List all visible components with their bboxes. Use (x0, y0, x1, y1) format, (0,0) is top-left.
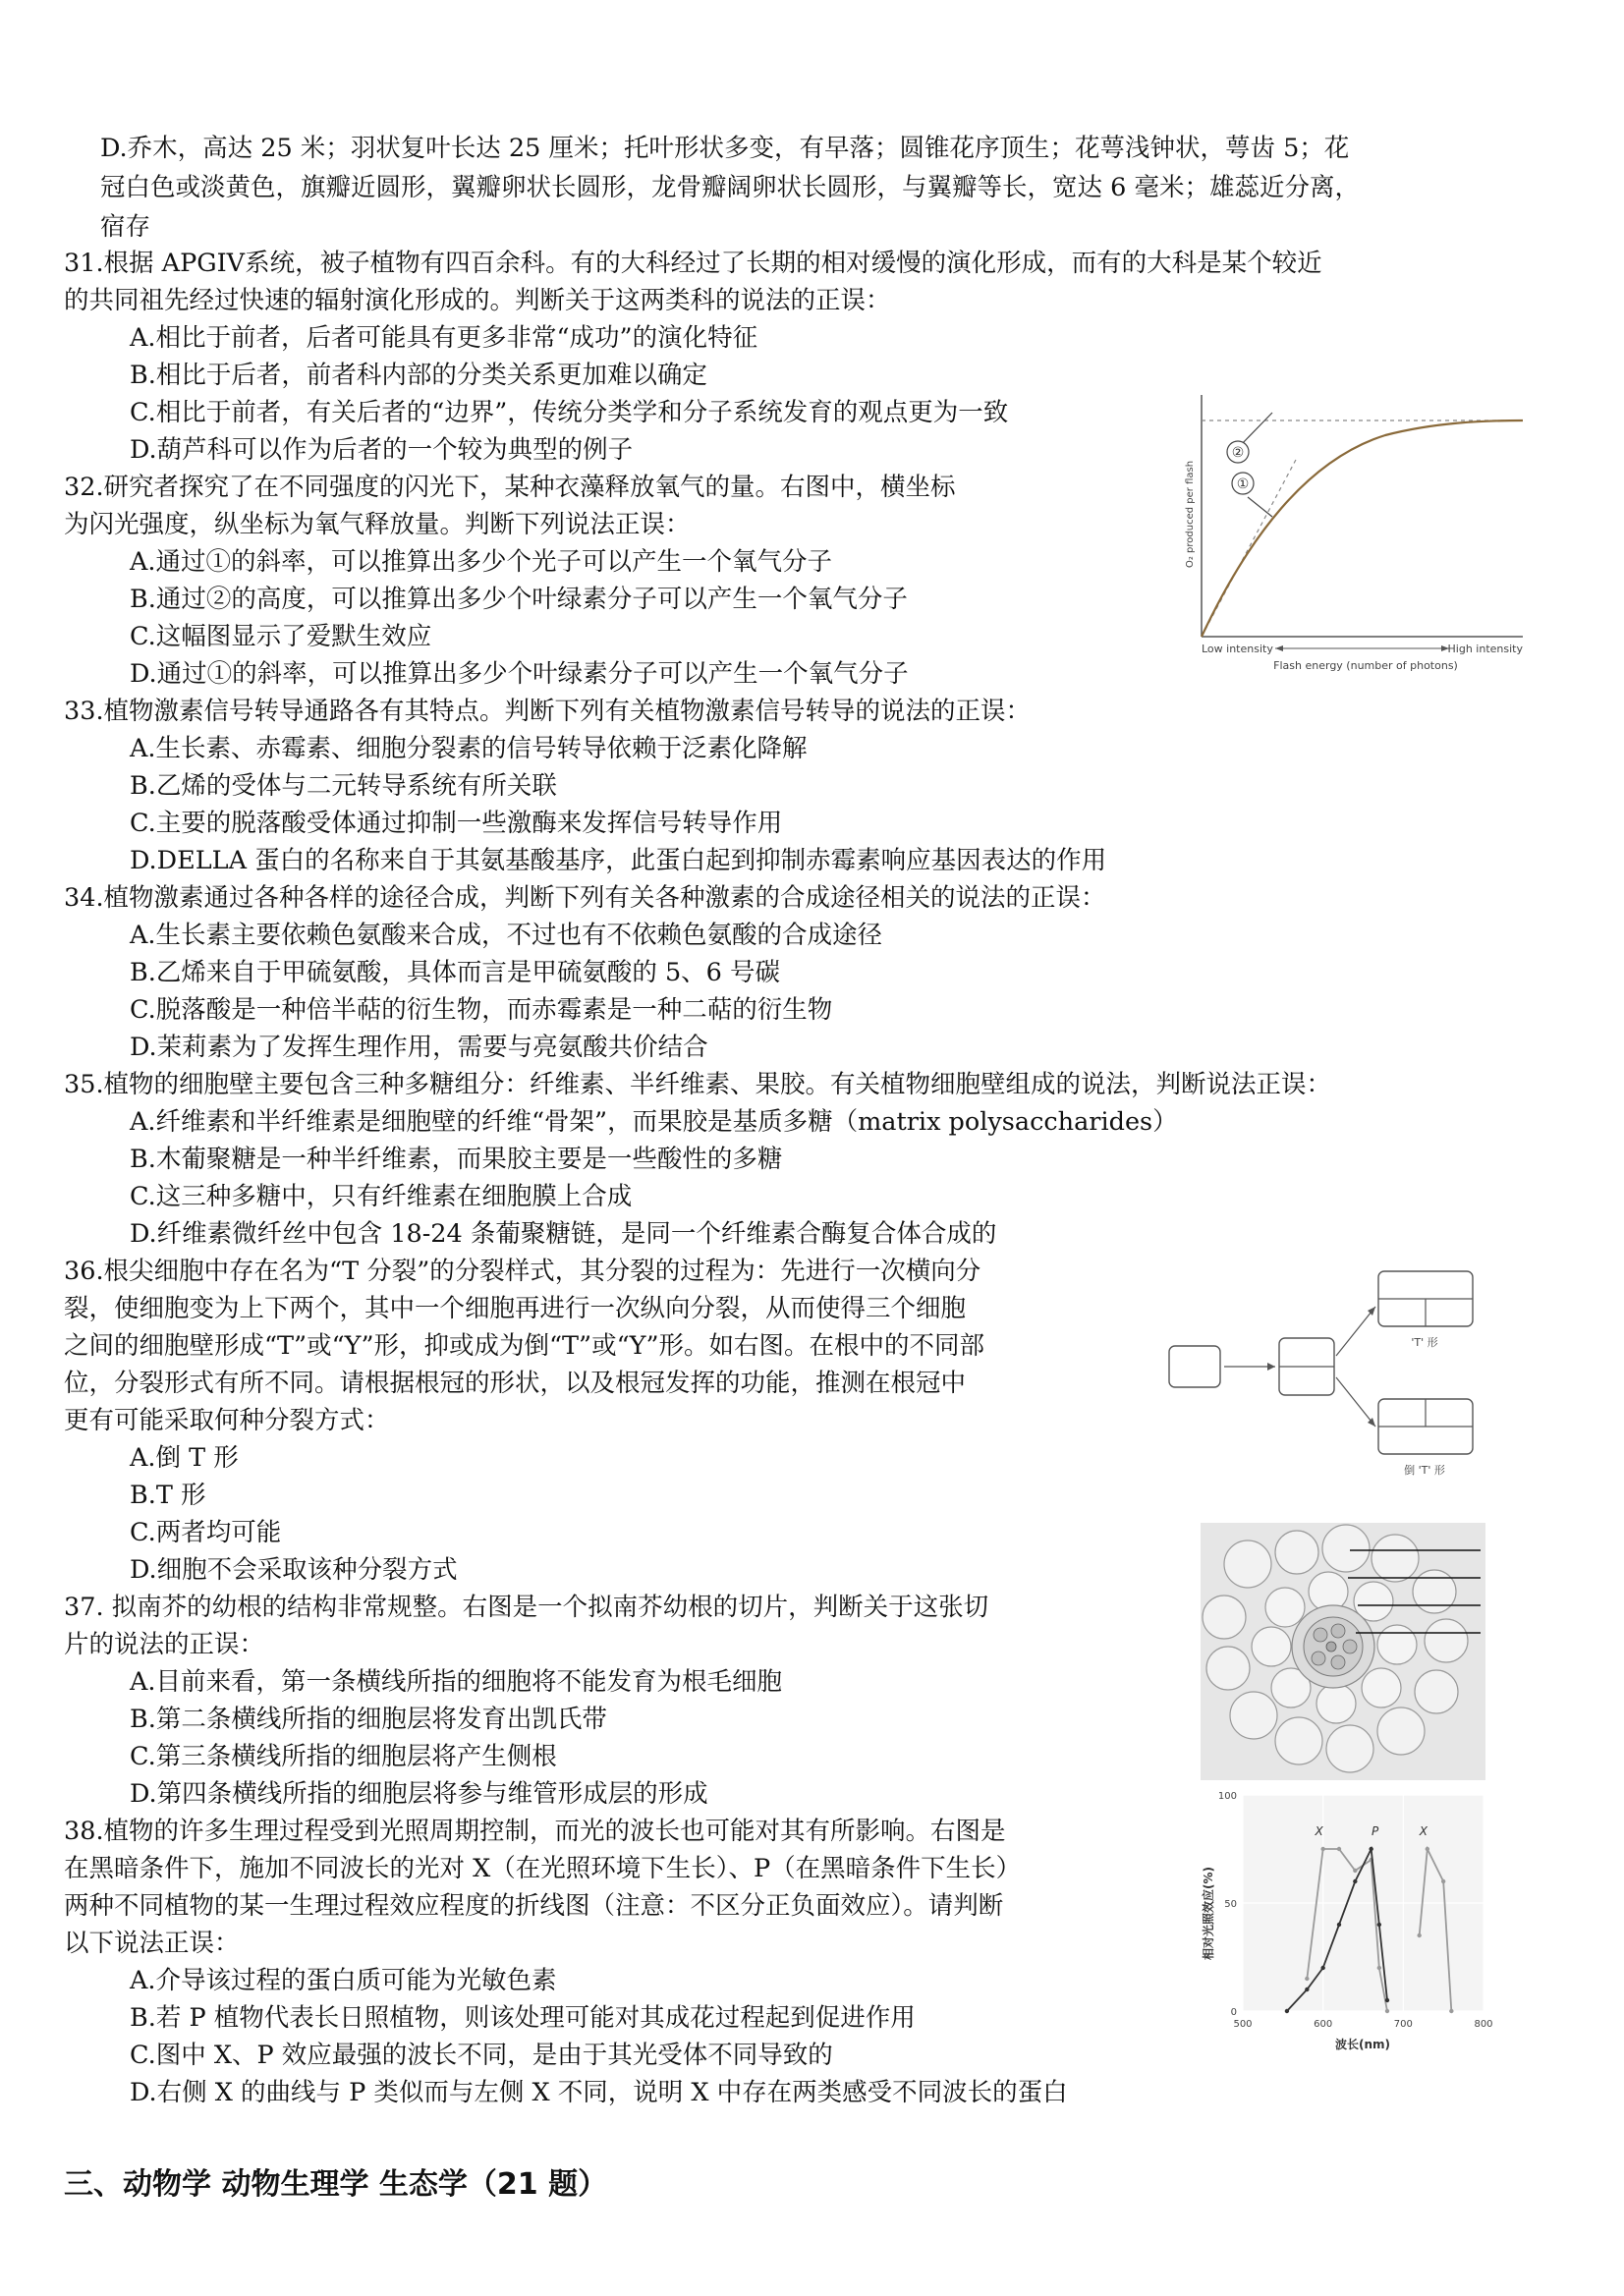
chart-point (1426, 1847, 1429, 1851)
q32-fig-x-low: Low intensity (1202, 643, 1273, 655)
chart-point (1305, 1988, 1309, 1991)
q38-option-b: B.若 P 植物代表长日照植物，则该处理可能对其成花过程起到促进作用 (130, 2003, 916, 2033)
q32-fig-label-2: ② (1231, 445, 1245, 461)
q32-option-c: C.这幅图显示了爱默生效应 (130, 622, 432, 651)
chart-point (1320, 1847, 1324, 1851)
q37-figure-root-section (1201, 1523, 1485, 1780)
q32-fig-ylabel: O₂ produced per flash (1185, 460, 1196, 568)
q31-option-b: B.相比于后者，前者科内部的分类关系更加难以确定 (130, 361, 707, 390)
chart-xtick-label: 700 (1393, 2019, 1413, 2030)
q30-option-d-line1: D.乔木，高达 25 米；羽状复叶长达 25 厘米；托叶形状多变，有早落；圆锥花序顶生；花萼浅钟状，萼齿 5；花 (100, 134, 1350, 163)
chart-point (1417, 1933, 1421, 1937)
q36-stem-line3: 之间的细胞壁形成“T”或“Y”形，抑或成为倒“T”或“Y”形。如右图。在根中的不同部 (64, 1331, 984, 1361)
q35-option-a: A.纤维素和半纤维素是细胞壁的纤维“骨架”，而果胶是基质多糖（matrix polysaccharides） (130, 1107, 1178, 1137)
chart-ylabel: 相对光照效应(%) (1202, 1867, 1215, 1960)
section-3-title: 三、动物学 动物生理学 生态学（21 题） (64, 2167, 608, 2202)
q35-option-b: B.木葡聚糖是一种半纤维素，而果胶主要是一些酸性的多糖 (130, 1145, 783, 1174)
q32-fig-xlabel: Flash energy (number of photons) (1273, 659, 1458, 672)
chart-xtick-label: 800 (1474, 2019, 1493, 2030)
chart-point (1285, 2009, 1289, 2013)
q32-stem-line2: 为闪光强度，纵坐标为氧气释放量。判断下列说法正误： (64, 510, 691, 539)
q36-stem-line2: 裂，使细胞变为上下两个，其中一个细胞再进行一次纵向分裂，从而使得三个细胞 (64, 1294, 967, 1323)
chart-series-label: X (1419, 1824, 1428, 1838)
chart-ytick-label: 100 (1217, 1791, 1237, 1802)
q38-option-c: C.图中 X、P 效应最强的波长不同，是由于其光受体不同导致的 (130, 2041, 833, 2070)
q30-option-d-line2: 冠白色或淡黄色，旗瓣近圆形，翼瓣卵状长圆形，龙骨瓣阔卵状长圆形，与翼瓣等长，宽达 6 毫米；雄蕊近分离， (100, 173, 1360, 202)
q38-stem-line2: 在黑暗条件下，施加不同波长的光对 X（在光照环境下生长）、P（在黑暗条件下生长） (64, 1854, 1022, 1883)
q35-stem: 35.植物的细胞壁主要包含三种多糖组分：纤维素、半纤维素、果胶。有关植物细胞壁组成的说法，判断说法正误： (64, 1070, 1332, 1099)
chart-xtick-label: 600 (1314, 2019, 1333, 2030)
chart-point (1385, 1998, 1389, 2002)
chart-series-label: X (1315, 1824, 1323, 1838)
q32-fig-x-high: High intensity (1447, 643, 1523, 655)
chart-point (1305, 1977, 1309, 1981)
q32-stem-line1: 32.研究者探究了在不同强度的闪光下，某种衣藻释放氧气的量。右图中，横坐标 (64, 473, 956, 502)
q32-figure-oxygen-curve (1185, 391, 1533, 676)
q37-stem-line2: 片的说法的正误： (64, 1630, 265, 1659)
q36-stem-line1: 36.根尖细胞中存在名为“T 分裂”的分裂样式，其分裂的过程为：先进行一次横向分 (64, 1257, 981, 1286)
q36-option-c: C.两者均可能 (130, 1518, 282, 1547)
q31-stem-line1: 31.根据 APGIV系统，被子植物有四百余科。有的大科经过了长期的相对缓慢的演化形成，而有的大科是某个较近 (64, 249, 1322, 278)
q31-option-c: C.相比于前者，有关后者的“边界”，传统分类学和分子系统发育的观点更为一致 (130, 398, 1009, 427)
chart-ytick-label: 50 (1224, 1899, 1237, 1910)
q36-option-d: D.细胞不会采取该种分裂方式 (130, 1555, 458, 1585)
q38-stem-line4: 以下说法正误： (64, 1929, 240, 1958)
q36-stem-line5: 更有可能采取何种分裂方式： (64, 1406, 390, 1435)
chart-xlabel: 波长(nm) (1334, 2038, 1391, 2051)
q36-stem-line4: 位，分裂形式有所不同。请根据根冠的形状，以及根冠发挥的功能，推测在根冠中 (64, 1369, 967, 1398)
q38-option-d: D.右侧 X 的曲线与 P 类似而与左侧 X 不同，说明 X 中存在两类感受不同波长的蛋白 (130, 2078, 1068, 2107)
chart-ytick-label: 0 (1230, 2007, 1237, 2018)
q38-option-a: A.介导该过程的蛋白质可能为光敏色素 (130, 1966, 557, 1995)
q34-option-d: D.茉莉素为了发挥生理作用，需要与亮氨酸共价结合 (130, 1033, 708, 1062)
q36-option-b: B.T 形 (130, 1481, 206, 1510)
chart-point (1337, 1923, 1341, 1927)
q33-option-d: D.DELLA 蛋白的名称来自于其氨基酸基序，此蛋白起到抑制赤霉素响应基因表达的作用 (130, 846, 1107, 875)
q38-stem-line3: 两种不同植物的某一生理过程效应程度的折线图（注意：不区分正负面效应）。请判断 (64, 1891, 1004, 1921)
q37-option-c: C.第三条横线所指的细胞层将产生侧根 (130, 1742, 557, 1771)
chart-series-label: P (1372, 1824, 1379, 1838)
q32-fig-label-1: ① (1236, 476, 1250, 492)
q38-chart (1199, 1783, 1493, 2058)
q34-option-c: C.脱落酸是一种倍半萜的衍生物，而赤霉素是一种二萜的衍生物 (130, 995, 833, 1025)
q32-option-a: A.通过①的斜率，可以推算出多少个光子可以产生一个氧气分子 (130, 547, 833, 577)
q37-option-a: A.目前来看，第一条横线所指的细胞将不能发育为根毛细胞 (130, 1667, 783, 1697)
q36-option-a: A.倒 T 形 (130, 1443, 239, 1473)
q34-option-a: A.生长素主要依赖色氨酸来合成，不过也有不依赖色氨酸的合成途径 (130, 921, 883, 950)
chart-point (1449, 2009, 1453, 2013)
chart-point (1377, 1966, 1381, 1970)
q34-option-b: B.乙烯来自于甲硫氨酸，具体而言是甲硫氨酸的 5、6 号碳 (130, 958, 781, 987)
q37-option-d: D.第四条横线所指的细胞层将参与维管形成层的形成 (130, 1779, 708, 1809)
chart-point (1369, 1847, 1372, 1851)
q31-option-d: D.葫芦科可以作为后者的一个较为典型的例子 (130, 435, 634, 465)
chart-point (1441, 1879, 1445, 1883)
chart-xtick-label: 500 (1233, 2019, 1253, 2030)
chart-point (1320, 1966, 1324, 1970)
chart-point (1337, 1847, 1341, 1851)
chart-point (1353, 1879, 1357, 1883)
q37-option-b: B.第二条横线所指的细胞层将发育出凯氏带 (130, 1705, 607, 1734)
q33-option-b: B.乙烯的受体与二元转导系统有所关联 (130, 771, 557, 801)
q36-fig-label-t: 'T' 形 (1411, 1336, 1438, 1349)
q31-stem-line2: 的共同祖先经过快速的辐射演化形成的。判断关于这两类科的说法的正误： (64, 286, 891, 315)
chart-point (1353, 1869, 1357, 1873)
q33-option-a: A.生长素、赤霉素、细胞分裂素的信号转导依赖于泛素化降解 (130, 734, 808, 763)
q35-option-c: C.这三种多糖中，只有纤维素在细胞膜上合成 (130, 1182, 633, 1211)
q30-option-d-line3: 宿存 (100, 212, 151, 242)
q32-option-b: B.通过②的高度，可以推算出多少个叶绿素分子可以产生一个氧气分子 (130, 585, 908, 614)
q36-fig-label-inv-t: 倒 'T' 形 (1404, 1464, 1445, 1477)
chart-point (1385, 2009, 1389, 2013)
q37-stem-line1: 37. 拟南芥的幼根的结构非常规整。右图是一个拟南芥幼根的切片，判断关于这张切 (64, 1593, 989, 1622)
q34-stem: 34.植物激素通过各种各样的途径合成，判断下列有关各种激素的合成途径相关的说法的正误： (64, 883, 1106, 913)
q33-option-c: C.主要的脱落酸受体通过抑制一些激酶来发挥信号转导作用 (130, 809, 783, 838)
q35-option-d: D.纤维素微纤丝中包含 18-24 条葡聚糖链，是同一个纤维素合酶复合体合成的 (130, 1219, 997, 1249)
q36-figure-t-division (1167, 1267, 1482, 1484)
chart-point (1377, 1923, 1381, 1927)
q32-option-d: D.通过①的斜率，可以推算出多少个叶绿素分子可以产生一个氧气分子 (130, 659, 909, 689)
q33-stem: 33.植物激素信号转导通路各有其特点。判断下列有关植物激素信号转导的说法的正误： (64, 697, 1032, 726)
q31-option-a: A.相比于前者，后者可能具有更多非常“成功”的演化特征 (130, 323, 758, 353)
q38-stem-line1: 38.植物的许多生理过程受到光照周期控制，而光的波长也可能对其有所影响。右图是 (64, 1817, 1006, 1846)
